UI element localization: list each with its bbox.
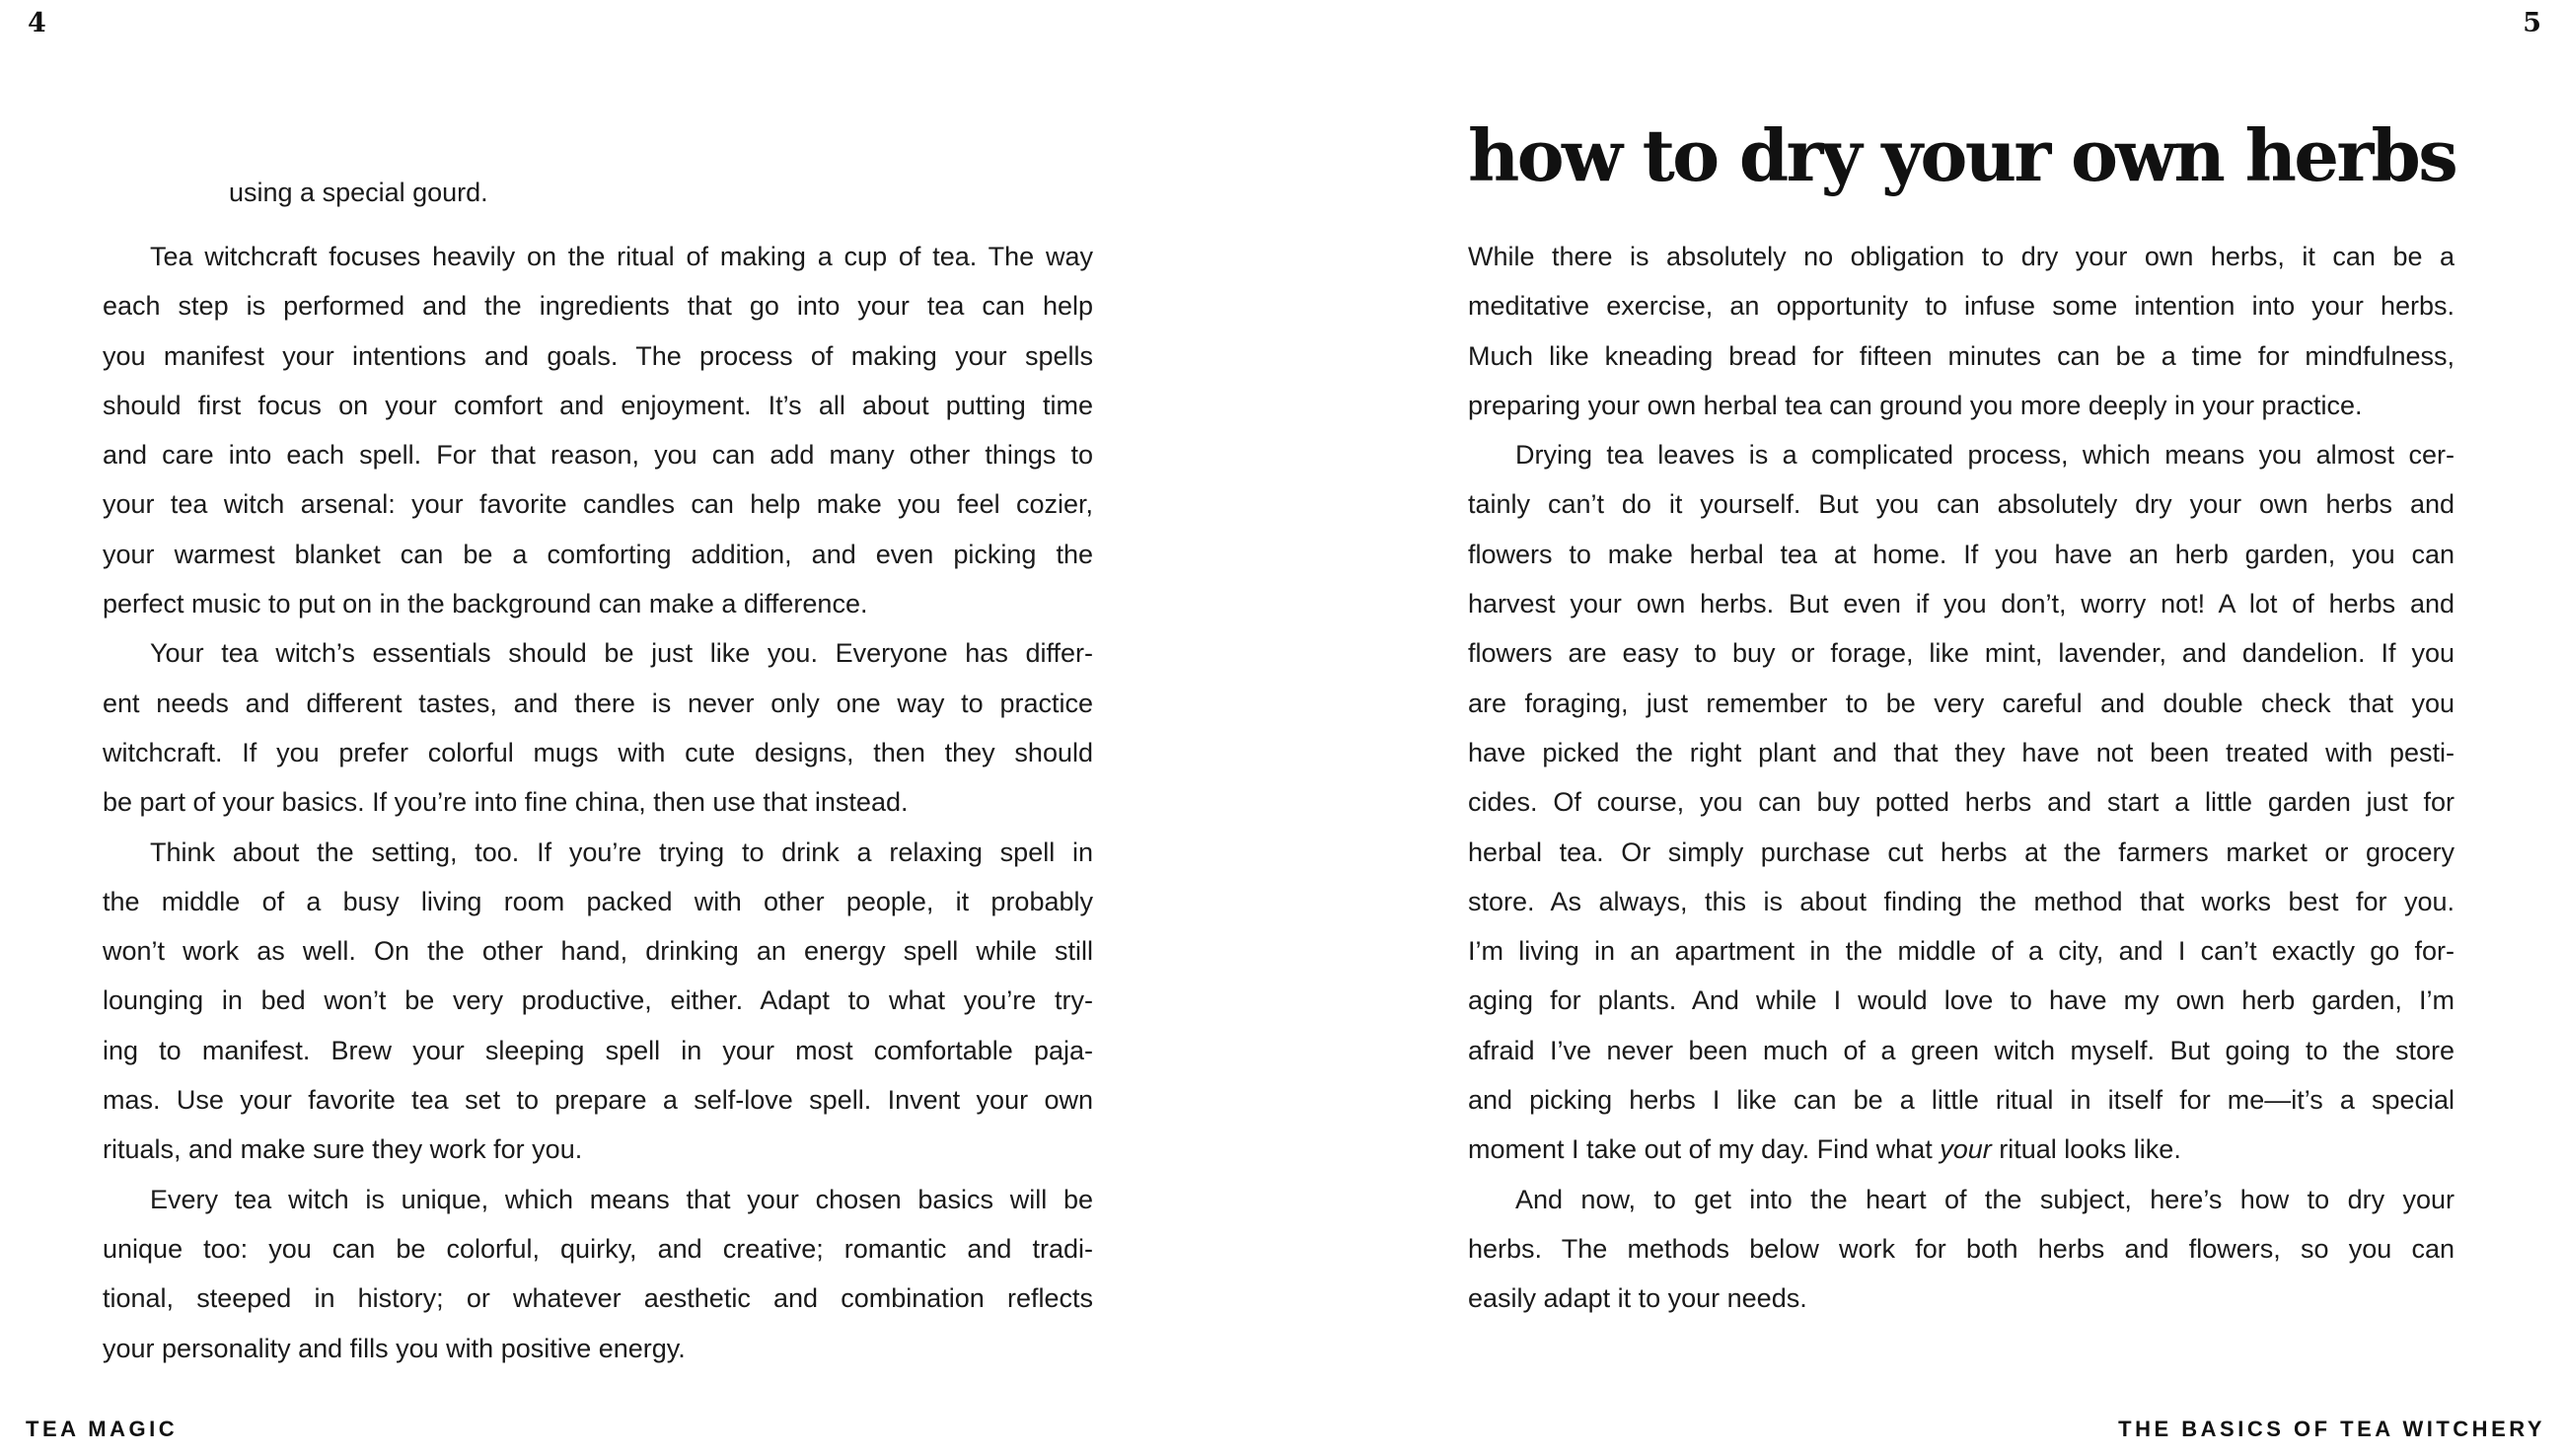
page-number: 4 [28,8,46,38]
text-line: won’t work as well. On the other hand, drinking an energy spell while still [103,936,1093,967]
text-line: ent needs and different tastes, and there is never only one way to practice [103,688,1093,718]
text-line: easily adapt it to your needs. [1468,1283,1807,1314]
text-line: and care into each spell. For that reason, you can add many other things to [103,440,1093,471]
text-line: and picking herbs I like can be a little ritual in itself for me—it’s a special [1468,1085,2455,1116]
left-page [103,168,1093,1373]
text-line: flowers to make herbal tea at home. If you have an herb garden, you can [1468,539,2455,569]
text-line: afraid I’ve never been much of a green witch myself. But going to the store [1468,1035,2455,1065]
text-line [1468,1125,2455,1174]
text-line: witchcraft. If you prefer colorful mugs with cute designs, then they should [103,737,1093,767]
text-line: Drying tea leaves is a complicated process, which means you almost cer- [1515,440,2455,471]
text-line: your warmest blanket can be a comforting addition, and even picking the [103,539,1093,569]
text-line: Tea witchcraft focuses heavily on the ritual of making a cup of tea. The way [150,241,1093,271]
text-line: herbs. The methods below work for both herbs and flowers, so you can [1468,1233,2455,1264]
continuation-line: using a special gourd. [229,178,488,207]
text-line: I’m living in an apartment in the middle of a city, and I can’t exactly go for- [1468,936,2455,967]
text-span: ritual looks like. [1991,1134,2181,1165]
paragraph [103,232,1093,628]
text-line: Your tea witch’s essentials should be just like you. Everyone has differ- [150,638,1093,669]
text-line: should first focus on your comfort and enjoyment. It’s all about putting time [103,390,1093,420]
text-line: are foraging, just remember to be very careful and double check that you [1468,688,2455,718]
text-line: you manifest your intentions and goals. The process of making your spells [103,340,1093,371]
text-line: your tea witch arsenal: your favorite candles can help make you feel cozier, [103,489,1093,520]
paragraph [1468,430,2455,1174]
text-line: aging for plants. And while I would love to have my own herb garden, I’m [1468,985,2455,1016]
text-line: have picked the right plant and that they have not been treated with pesti- [1468,737,2455,767]
text-line: harvest your own herbs. But even if you don’t, worry not! A lot of herbs and [1468,589,2455,619]
text-line: rituals, and make sure they work for you. [103,1134,583,1165]
text-line: the middle of a busy living room packed with other people, it probably [103,886,1093,916]
text-line: be part of your basics. If you’re into fine china, then use that instead. [103,787,909,818]
text-line: mas. Use your favorite tea set to prepare a self-love spell. Invent your own [103,1085,1093,1116]
text-line: Much like kneading bread for fifteen minutes can be a time for mindfulness, [1468,340,2455,371]
text-line: your personality and fills you with positive energy. [103,1333,686,1363]
running-footer-chapter-title: THE BASICS OF TEA WITCHERY [2118,1417,2545,1441]
running-footer-book-title: TEA MAGIC [26,1417,179,1441]
text-line: cides. Of course, you can buy potted herbs and start a little garden just for [1468,787,2455,818]
paragraph [103,1175,1093,1373]
text-line: Every tea witch is unique, which means that your chosen basics will be [150,1184,1093,1214]
text-line: tional, steeped in history; or whatever aesthetic and combination reflects [103,1283,1093,1314]
text-line: herbal tea. Or simply purchase cut herbs at the farmers market or grocery [1468,837,2455,867]
text-line: tainly can’t do it yourself. But you can absolutely dry your own herbs and [1468,489,2455,520]
paragraph [103,828,1093,1175]
text-span: moment I take out of my day. Find what [1468,1134,1941,1165]
paragraph [1468,232,2455,430]
text-line: ing to manifest. Brew your sleeping spell in your most comfortable paja- [103,1035,1093,1065]
text-line: unique too: you can be colorful, quirky, and creative; romantic and tradi- [103,1233,1093,1264]
text-line: lounging in bed won’t be very productive, either. Adapt to what you’re try- [103,985,1093,1016]
chapter-heading: how to dry your own herbs [1468,113,2456,197]
text-line: perfect music to put on in the background can make a difference. [103,589,868,619]
text-line: preparing your own herbal tea can ground you more deeply in your practice. [1468,390,2363,420]
text-line: meditative exercise, an opportunity to infuse some intention into your herbs. [1468,291,2455,322]
text-line: flowers are easy to buy or forage, like mint, lavender, and dandelion. If you [1468,638,2455,669]
text-line: each step is performed and the ingredients that go into your tea can help [103,291,1093,322]
paragraph [1468,1175,2455,1324]
text-line: store. As always, this is about finding the method that works best for you. [1468,886,2455,916]
page-number: 5 [2523,8,2541,38]
text-line: While there is absolutely no obligation to dry your own herbs, it can be a [1468,242,2455,271]
italic-word: your [1940,1134,1992,1165]
right-page [1468,109,2455,1324]
paragraph [103,628,1093,827]
text-line: And now, to get into the heart of the subject, here’s how to dry your [1515,1184,2455,1214]
text-line: Think about the setting, too. If you’re trying to drink a relaxing spell in [150,837,1093,867]
